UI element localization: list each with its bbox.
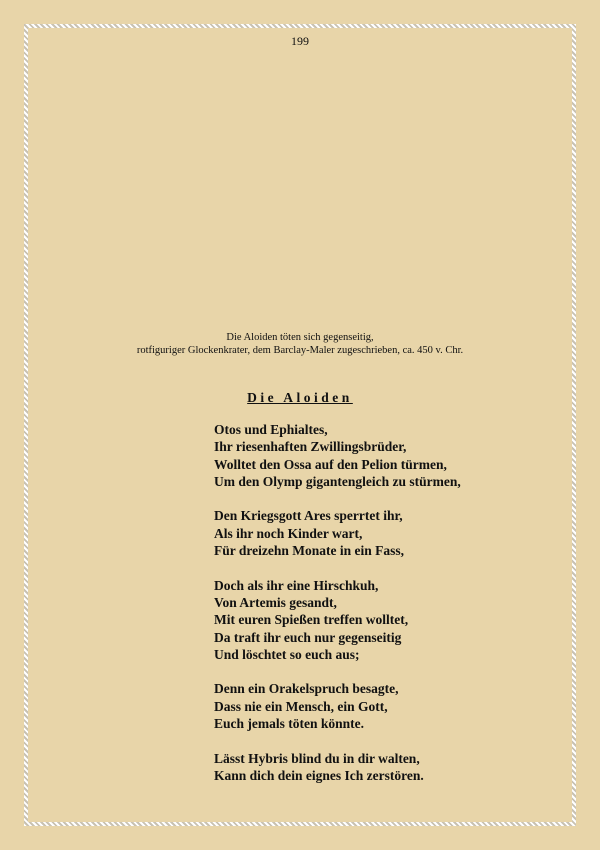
stanza-1 <box>214 421 574 490</box>
poem-line: Denn ein Orakelspruch besagte, <box>214 681 399 697</box>
poem-line: Für dreizehn Monate in ein Fass, <box>214 543 405 559</box>
poem-line: Um den Olymp gigantengleich zu stürmen, <box>214 473 461 489</box>
poem-line: Euch jemals töten könnte. <box>214 716 365 732</box>
stanza-3 <box>214 577 574 663</box>
poem-title: Die Aloiden <box>247 390 353 405</box>
poem-body <box>214 421 574 802</box>
poem-line: Wolltet den Ossa auf den Pelion türmen, <box>214 456 447 472</box>
caption-line-1: Die Aloiden töten sich gegenseitig, <box>226 332 374 343</box>
poem-line: Dass nie ein Mensch, ein Gott, <box>214 698 388 714</box>
page-number: 199 <box>291 34 309 48</box>
poem-line: Doch als ihr eine Hirschkuh, <box>214 577 379 593</box>
caption-line-2: rotfiguriger Glockenkrater, dem Barclay-Maler zugeschrieben, ca. 450 v. Chr. <box>136 345 464 356</box>
stanza-5 <box>214 750 574 785</box>
stanza-4 <box>214 680 574 732</box>
poem-line: Ihr riesenhaften Zwillingsbrüder, <box>214 439 407 455</box>
poem-line: Kann dich dein eignes Ich zerstören. <box>214 767 424 783</box>
poem-line: Und löschtet so euch aus; <box>214 646 360 662</box>
figure-caption <box>0 331 600 357</box>
stanza-2 <box>214 507 574 559</box>
poem-line: Otos und Ephialtes, <box>214 422 328 437</box>
poem-line: Als ihr noch Kinder wart, <box>214 525 363 541</box>
poem-line: Den Kriegsgott Ares sperrtet ihr, <box>214 508 403 524</box>
poem-line: Lässt Hybris blind du in dir walten, <box>214 750 420 766</box>
poem-line: Mit euren Spießen treffen wolltet, <box>214 612 409 628</box>
poem-line: Da traft ihr euch nur gegenseitig <box>214 629 402 645</box>
poem-line: Von Artemis gesandt, <box>214 594 337 610</box>
